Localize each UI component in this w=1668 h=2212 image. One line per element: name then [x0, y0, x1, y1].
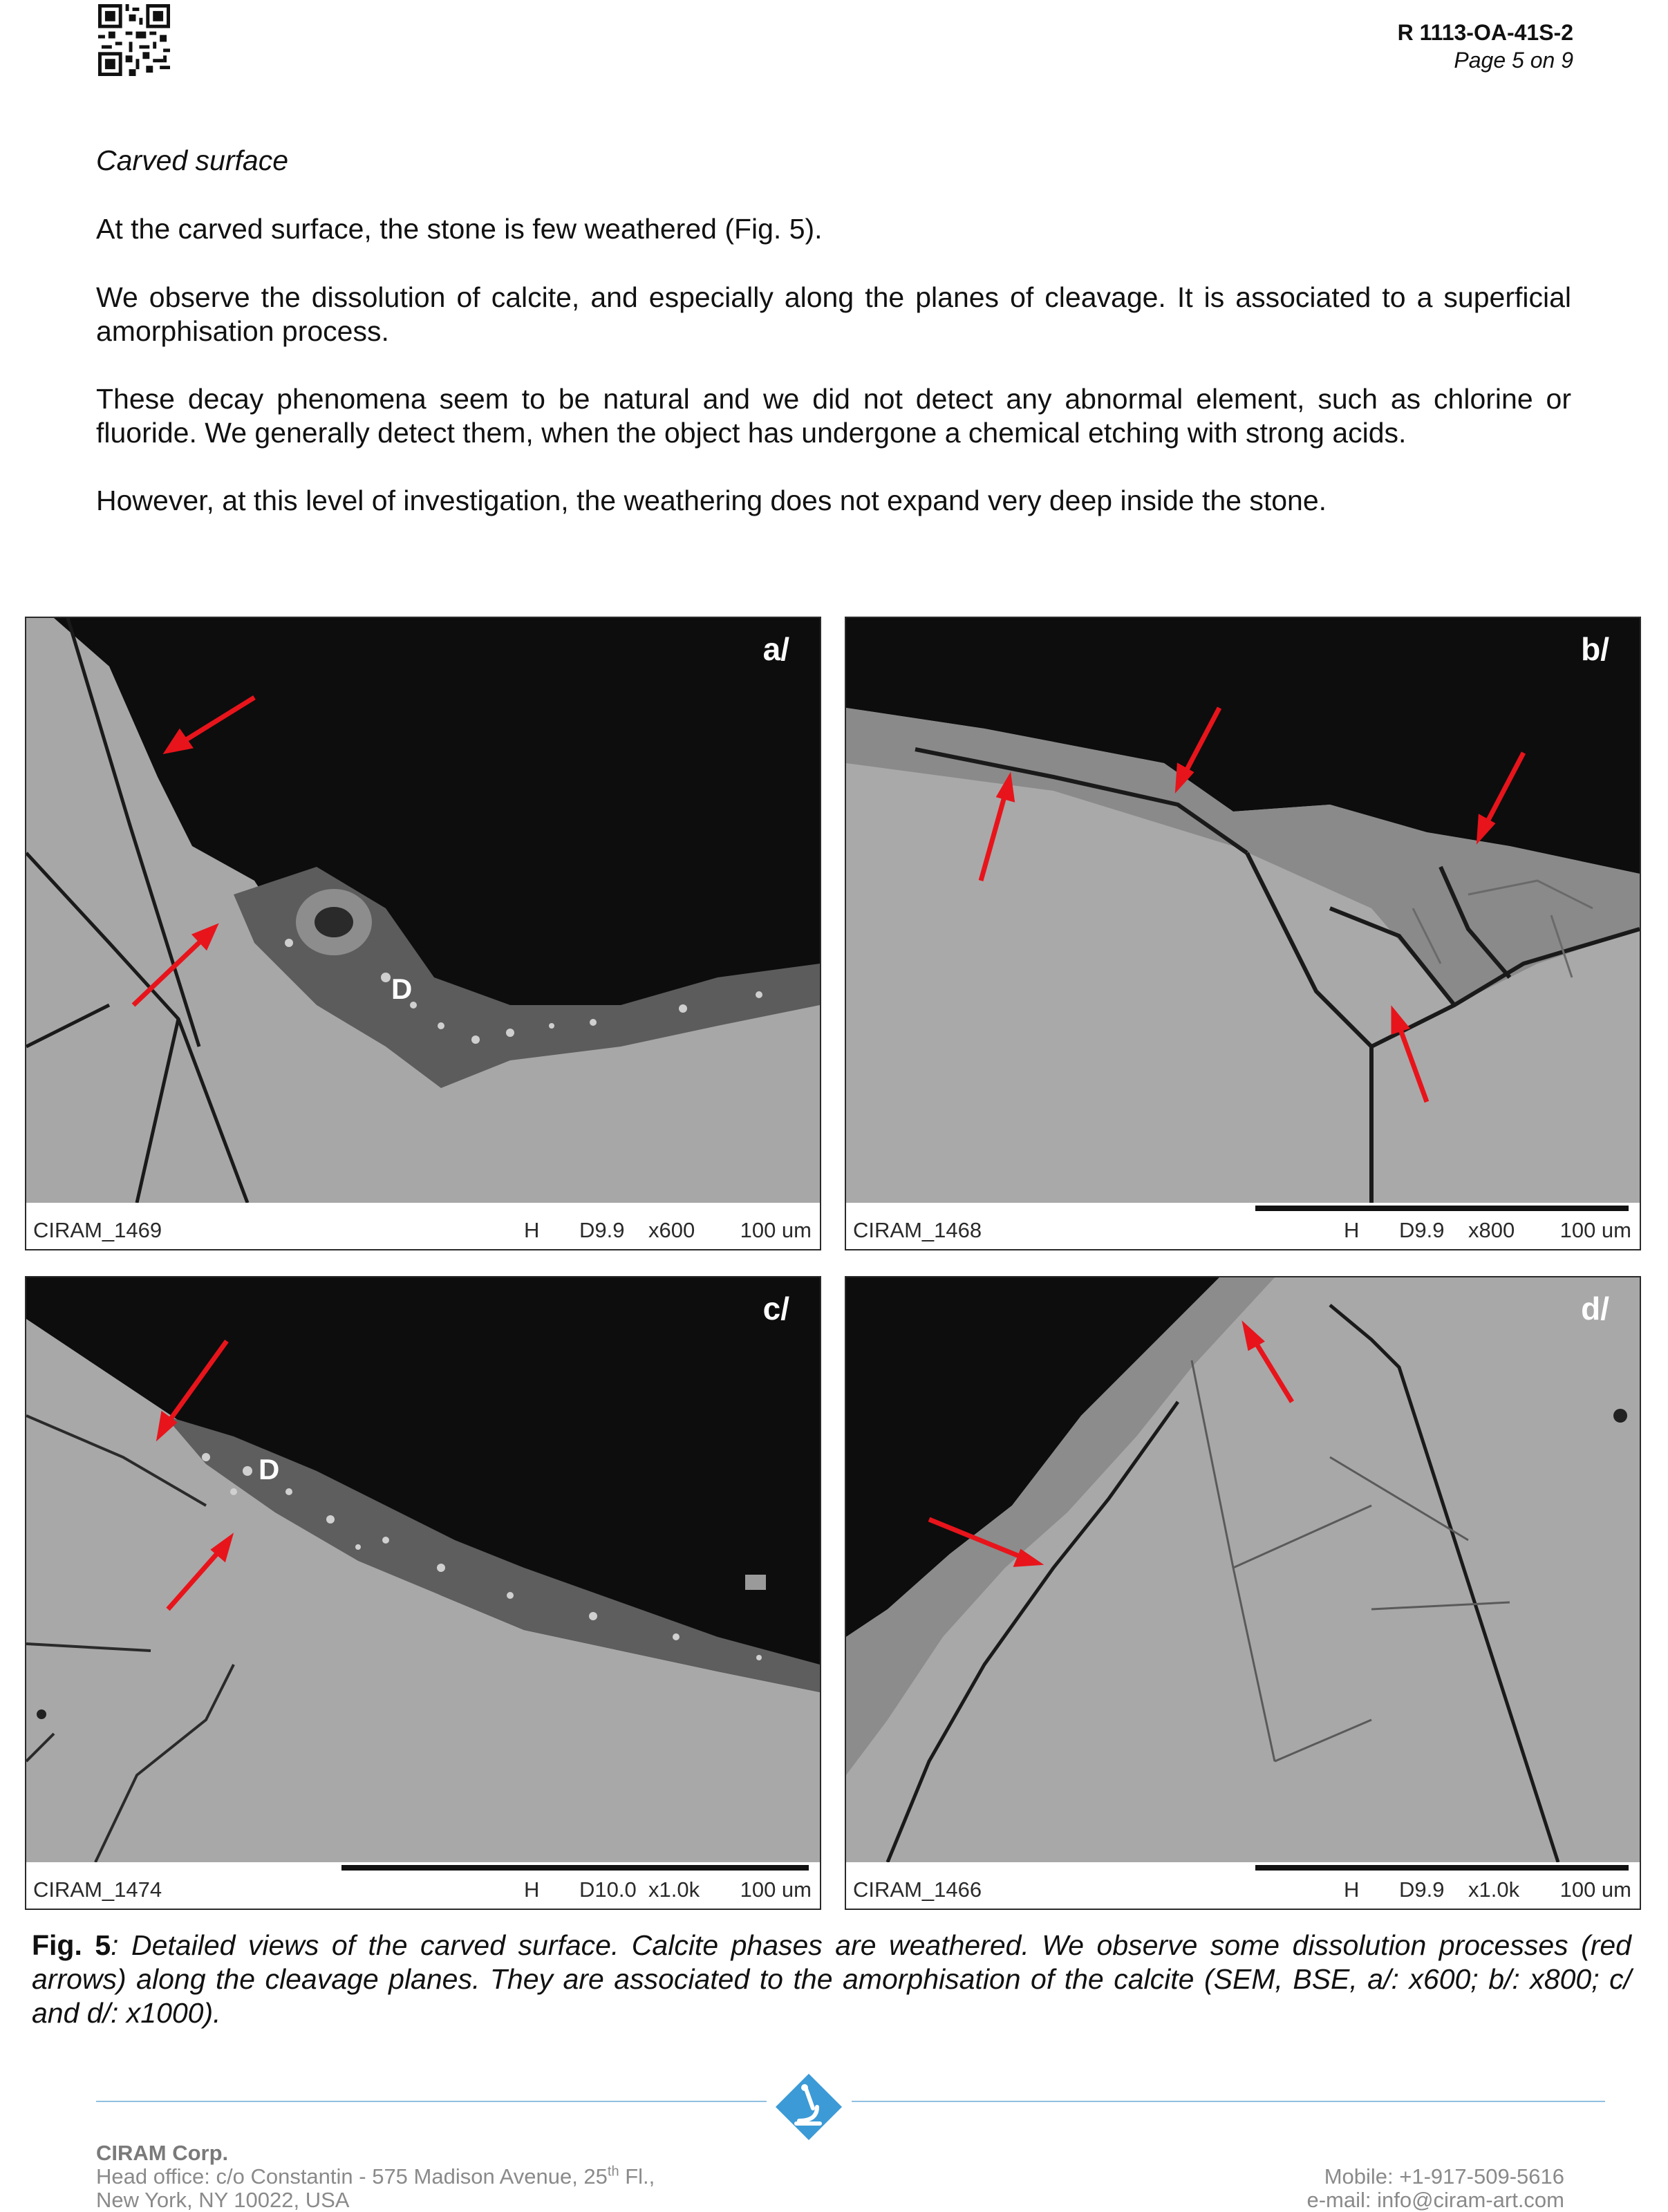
sem-panel-d	[845, 1276, 1641, 1910]
sem-panel-a	[25, 617, 821, 1250]
red-arrows-d	[846, 1277, 1640, 1862]
h-label-a: H	[524, 1218, 540, 1242]
h-label-b: H	[1344, 1218, 1360, 1242]
image-id-d: CIRAM_1466	[853, 1877, 982, 1902]
paragraph-1: At the carved surface, the stone is few weathered (Fig. 5).	[96, 213, 823, 245]
detector-c: D10.0	[579, 1877, 637, 1902]
footer-divider-right	[852, 2101, 1605, 2102]
qr-code	[98, 4, 170, 76]
h-label-c: H	[524, 1877, 540, 1902]
sem-info-bar-c	[26, 1862, 820, 1909]
detector-a: D9.9	[579, 1218, 625, 1242]
image-id-b: CIRAM_1468	[853, 1218, 982, 1242]
detector-b: D9.9	[1399, 1218, 1445, 1242]
panel-label-c: c/	[762, 1291, 789, 1327]
page-number: Page 5 on 9	[1454, 48, 1573, 73]
red-arrows-a	[26, 618, 820, 1203]
sem-info-bar-b	[846, 1203, 1640, 1249]
scale-label-c: 100 um	[740, 1877, 812, 1902]
figure-number: Fig. 5	[32, 1929, 111, 1961]
panel-label-b: b/	[1581, 631, 1609, 667]
footer-email: e-mail: info@ciram-art.com	[1306, 2188, 1564, 2212]
red-arrows-b	[846, 618, 1640, 1203]
magnification-b: x800	[1468, 1218, 1515, 1242]
sem-panel-c	[25, 1276, 821, 1910]
footer-divider-left	[96, 2101, 767, 2102]
paragraph-3: These decay phenomena seem to be natural and we did not detect any abnormal element, such as chlorine or fluoride. We generally detect them, when the object has undergone a chemical etching with strong acids.	[96, 383, 1571, 449]
paragraph-2: We observe the dissolution of calcite, and especially along the planes of cleavage. It is associated to a superficial amorphisation process.	[96, 281, 1571, 347]
caption-text: : Detailed views of the carved surface. Calcite phases are weathered. We observe some dissolution processes (red arrows) along the cleavage planes. They are associated to the amorphisation of the calcite (SEM, BSE, a/: x600; b/: x800; c/ and d/: x1000).	[32, 1929, 1631, 2029]
address-text: Head office: c/o Constantin - 575 Madison Avenue, 25	[96, 2164, 608, 2188]
address-superscript: th	[607, 2164, 619, 2180]
scale-label-d: 100 um	[1559, 1877, 1631, 1902]
address-text-end: Fl.,	[619, 2164, 655, 2188]
scale-bar-c	[341, 1865, 809, 1871]
magnification-a: x600	[648, 1218, 695, 1242]
microscope-icon	[774, 2072, 843, 2141]
image-id-a: CIRAM_1469	[33, 1218, 162, 1242]
figure-caption	[32, 1929, 1631, 2030]
footer-address-line1	[96, 2165, 655, 2188]
magnification-c: x1.0k	[648, 1877, 700, 1902]
decay-label-c: D	[259, 1453, 280, 1485]
scale-bar-b	[1255, 1206, 1629, 1211]
image-id-c: CIRAM_1474	[33, 1877, 162, 1902]
scale-label-a: 100 um	[740, 1218, 812, 1242]
decay-label-a: D	[391, 973, 413, 1005]
scale-label-b: 100 um	[1559, 1218, 1631, 1242]
detector-d: D9.9	[1399, 1877, 1445, 1902]
section-title: Carved surface	[96, 144, 289, 176]
footer-address-line2: New York, NY 10022, USA	[96, 2188, 350, 2212]
panel-label-a: a/	[762, 631, 789, 667]
h-label-d: H	[1344, 1877, 1360, 1902]
red-arrows-c	[26, 1277, 820, 1862]
footer-mobile: Mobile: +1-917-509-5616	[1324, 2164, 1564, 2188]
panel-label-d: d/	[1581, 1291, 1609, 1327]
paragraph-4: However, at this level of investigation, the weathering does not expand very deep inside the stone.	[96, 485, 1327, 516]
report-reference: R 1113-OA-41S-2	[1397, 20, 1573, 45]
sem-info-bar-a	[26, 1203, 820, 1249]
footer-company: CIRAM Corp.	[96, 2141, 229, 2165]
sem-panel-b	[845, 617, 1641, 1250]
magnification-d: x1.0k	[1468, 1877, 1520, 1902]
scale-bar-d	[1255, 1865, 1629, 1871]
sem-info-bar-d	[846, 1862, 1640, 1909]
